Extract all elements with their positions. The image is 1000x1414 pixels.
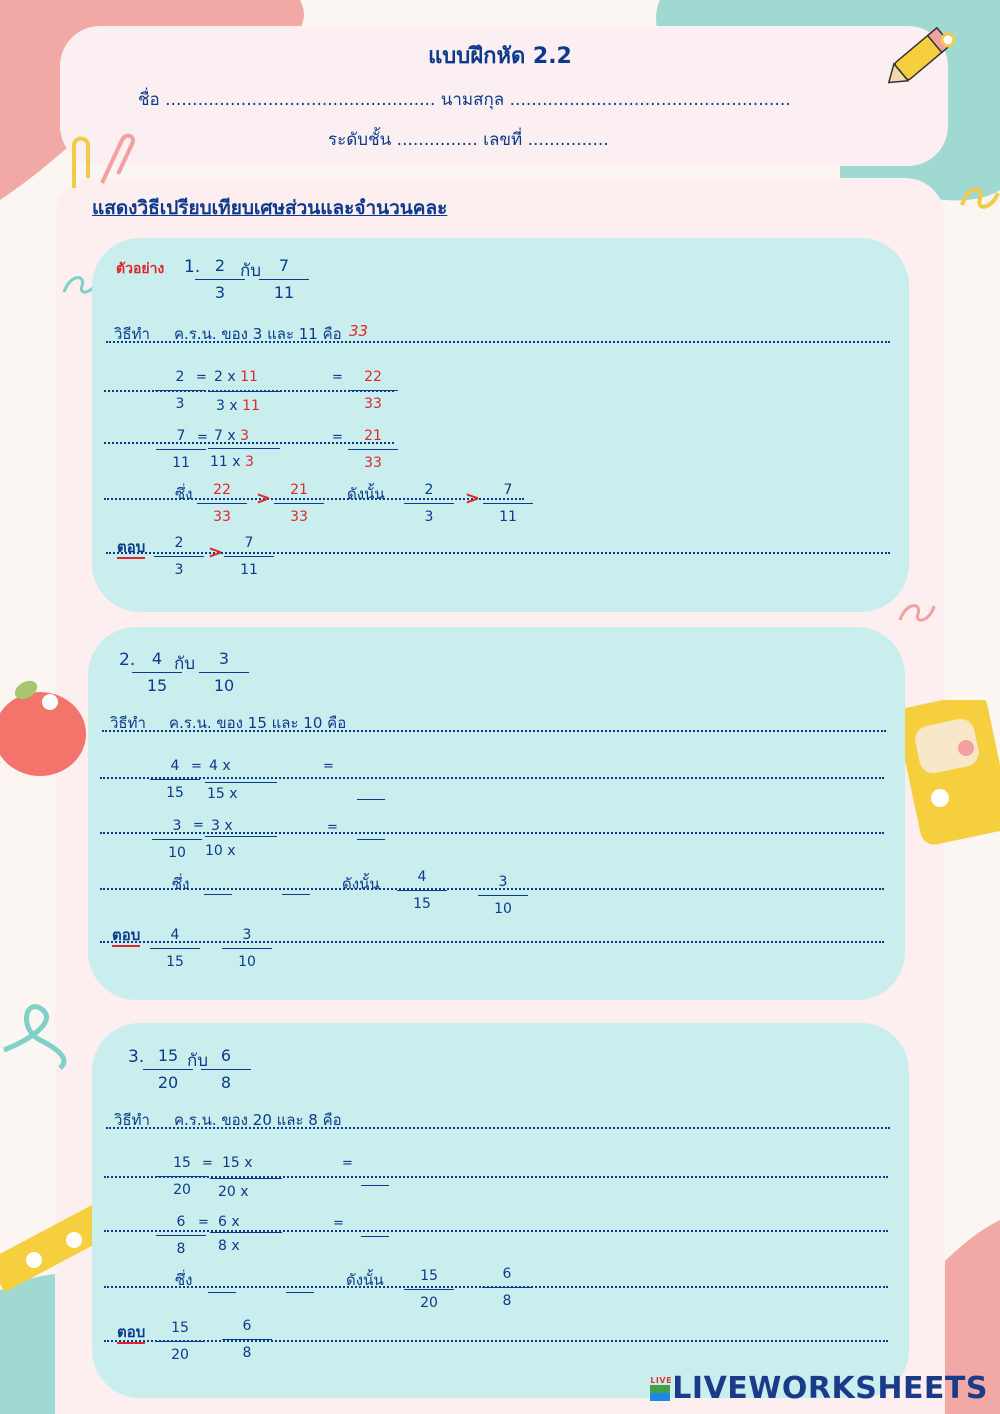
equals-sign: =	[332, 430, 343, 445]
fraction-bar	[210, 1178, 282, 1179]
apple-icon	[0, 672, 90, 782]
problem-2-fraction-b: 3 10	[199, 651, 249, 694]
number-label: เลขที่	[483, 130, 523, 150]
fraction-bar	[205, 782, 277, 783]
problem-2-since-blank-a[interactable]	[204, 876, 232, 895]
equals-sign: =	[196, 370, 207, 385]
swirl-pink-icon	[896, 592, 936, 628]
problem-2-compare-word: กับ	[174, 654, 196, 674]
problem-2-step2-multiplier-den: 10 x	[205, 843, 236, 859]
liveworksheets-logo[interactable]	[650, 1370, 988, 1406]
example-step1-multiplier-den: 3 x 11	[216, 398, 260, 414]
problem-3-therefore-fraction-b: 6 8	[482, 1266, 532, 1309]
problem-3-step2-fraction: 6 8	[156, 1214, 206, 1257]
problem-3-answer-fraction-a: 15 20	[155, 1320, 205, 1363]
problem-2-step1-fraction: 4 15	[150, 758, 200, 801]
example-lcm-value: 33	[349, 322, 369, 340]
dotted-line[interactable]	[100, 777, 884, 779]
problem-3-step1-fraction: 15 20	[157, 1155, 207, 1198]
number-field[interactable]: ...............	[527, 130, 609, 150]
problem-2-step1-multiplier-den: 15 x	[207, 786, 238, 802]
problem-3-therefore-label: ดังนั้น	[346, 1271, 384, 1289]
equals-sign: =	[333, 1216, 344, 1231]
example-step2-multiplier-den: 11 x 3	[210, 454, 254, 470]
problem-2-lcm-text: ค.ร.น. ของ 15 และ 10 คือ	[169, 714, 347, 732]
equals-sign: =	[342, 1156, 353, 1171]
example-since-fraction-b: 21 33	[274, 482, 324, 525]
live-badge-text: LIVE	[650, 1375, 673, 1385]
problem-2-therefore-fraction-a: 4 15	[397, 869, 447, 912]
name-row	[138, 86, 791, 113]
example-fraction-a: 2 3	[195, 258, 245, 301]
example-since-fraction-a: 22 33	[197, 482, 247, 525]
fraction-bar	[205, 836, 277, 837]
problem-2-fraction-a: 4 15	[132, 651, 182, 694]
problem-3-step1-multiplier-num: 15 x	[222, 1155, 253, 1171]
example-fraction-b: 7 11	[259, 258, 309, 301]
problem-3-since-label: ซึ่ง	[175, 1271, 193, 1289]
equals-sign: =	[197, 430, 208, 445]
problem-2-therefore-fraction-b: 3 10	[478, 874, 528, 917]
dotted-line[interactable]	[100, 941, 884, 943]
problem-2-lcm-answer-line[interactable]	[102, 730, 886, 732]
problem-3-step1-multiplier-den: 20 x	[218, 1184, 249, 1200]
name-field[interactable]: ..................................................	[165, 90, 436, 110]
problem-3-step2-multiplier-num: 6 x	[218, 1214, 240, 1230]
problem-3-therefore-fraction-a: 15 20	[404, 1268, 454, 1311]
surname-label: นามสกุล	[440, 90, 505, 110]
name-label: ชื่อ	[138, 90, 160, 110]
problem-2-number: 2.	[119, 650, 136, 670]
problem-2-step2-answer-blank[interactable]	[357, 821, 385, 840]
example-step2-multiplier-num: 7 x 3	[214, 428, 250, 444]
example-answer-fraction-a: 2 3	[154, 535, 204, 578]
example-label: ตัวอย่าง	[116, 261, 165, 277]
problem-3-since-blank-a[interactable]	[208, 1274, 236, 1293]
problem-2-step2-multiplier-num: 3 x	[211, 818, 233, 834]
problem-3-answer-fraction-b: 6 8	[222, 1318, 272, 1361]
example-step1-result: 22 33	[348, 369, 398, 412]
problem-2-since-blank-b[interactable]	[282, 876, 310, 895]
grade-label: ระดับชั้น	[328, 130, 392, 150]
instruction: แสดงวิธีเปรียบเทียบเศษส่วนและจำนวนคละ	[92, 197, 448, 219]
example-answer-label: ตอบ	[117, 535, 145, 559]
example-therefore-fraction-a: 2 3	[404, 482, 454, 525]
problem-2-step2-fraction: 3 10	[152, 818, 202, 861]
problem-3-number: 3.	[128, 1047, 145, 1067]
example-therefore-label: ดังนั้น	[347, 485, 385, 503]
equals-sign: =	[202, 1156, 213, 1171]
example-number: 1.	[184, 257, 201, 277]
problem-3-since-blank-b[interactable]	[286, 1274, 314, 1293]
example-answer-fraction-b: 7 11	[224, 535, 274, 578]
equals-sign: =	[198, 1215, 209, 1230]
problem-2-answer-fraction-a: 4 15	[150, 927, 200, 970]
problem-3-lcm-text: ค.ร.น. ของ 20 และ 8 คือ	[174, 1111, 342, 1129]
example-lcm-text: ค.ร.น. ของ 3 และ 11 คือ	[174, 325, 342, 343]
problem-2-answer-fraction-b: 3 10	[222, 927, 272, 970]
problem-3-fraction-b: 6 8	[201, 1048, 251, 1091]
problem-2-method-label: วิธีทำ	[110, 714, 146, 732]
surname-field[interactable]: ....................................................	[509, 90, 791, 110]
example-therefore-fraction-b: 7 11	[483, 482, 533, 525]
problem-3-step1-answer-blank[interactable]	[361, 1167, 389, 1186]
example-step1-multiplier-num: 2 x 11	[214, 369, 258, 385]
problem-2-answer-label: ตอบ	[112, 923, 140, 947]
ruler-icon	[0, 1200, 100, 1300]
live-badge-icon	[650, 1375, 673, 1401]
greater-than-sign: >	[208, 542, 224, 563]
swirl-icon	[958, 175, 1000, 215]
grade-row	[328, 126, 609, 153]
equals-sign: =	[191, 759, 202, 774]
fraction-bar	[210, 391, 280, 392]
example-compare-word: กับ	[240, 261, 262, 281]
fraction-bar	[208, 448, 280, 449]
paperclip-icon	[62, 128, 142, 193]
greater-than-sign: >	[465, 488, 481, 509]
grade-field[interactable]: ...............	[396, 130, 478, 150]
problem-2-step1-answer-blank[interactable]	[357, 781, 385, 800]
page-title: แบบฝึกหัด 2.2	[428, 44, 572, 69]
problem-3-fraction-a: 15 20	[143, 1048, 193, 1091]
fraction-bar	[210, 1232, 282, 1233]
problem-3-lcm-answer-line[interactable]	[106, 1127, 890, 1129]
problem-3-step2-multiplier-den: 8 x	[218, 1238, 240, 1254]
equals-sign: =	[327, 820, 338, 835]
equals-sign: =	[193, 818, 204, 833]
example-step2-result: 21 33	[348, 428, 398, 471]
example-step1-fraction: 2 3	[155, 369, 205, 412]
example-step2-fraction: 7 11	[156, 428, 206, 471]
problem-2-therefore-label: ดังนั้น	[342, 875, 380, 893]
problem-3-method-label: วิธีทำ	[114, 1111, 150, 1129]
dotted-line	[106, 341, 890, 343]
equals-sign: =	[332, 370, 343, 385]
ribbon-swirl-icon	[0, 1000, 70, 1070]
brand-name: LIVEWORKSHEETS	[672, 1371, 988, 1406]
problem-3-answer-label: ตอบ	[117, 1320, 145, 1344]
book-icon	[900, 700, 1000, 850]
problem-2-since-label: ซึ่ง	[172, 875, 190, 893]
example-since-label: ซึ่ง	[175, 485, 193, 503]
problem-3-compare-word: กับ	[187, 1051, 209, 1071]
equals-sign: =	[323, 759, 334, 774]
example-method-label: วิธีทำ	[114, 325, 150, 343]
greater-than-sign: >	[256, 488, 272, 509]
problem-3-step2-answer-blank[interactable]	[361, 1218, 389, 1237]
problem-2-step1-multiplier-num: 4 x	[209, 758, 231, 774]
